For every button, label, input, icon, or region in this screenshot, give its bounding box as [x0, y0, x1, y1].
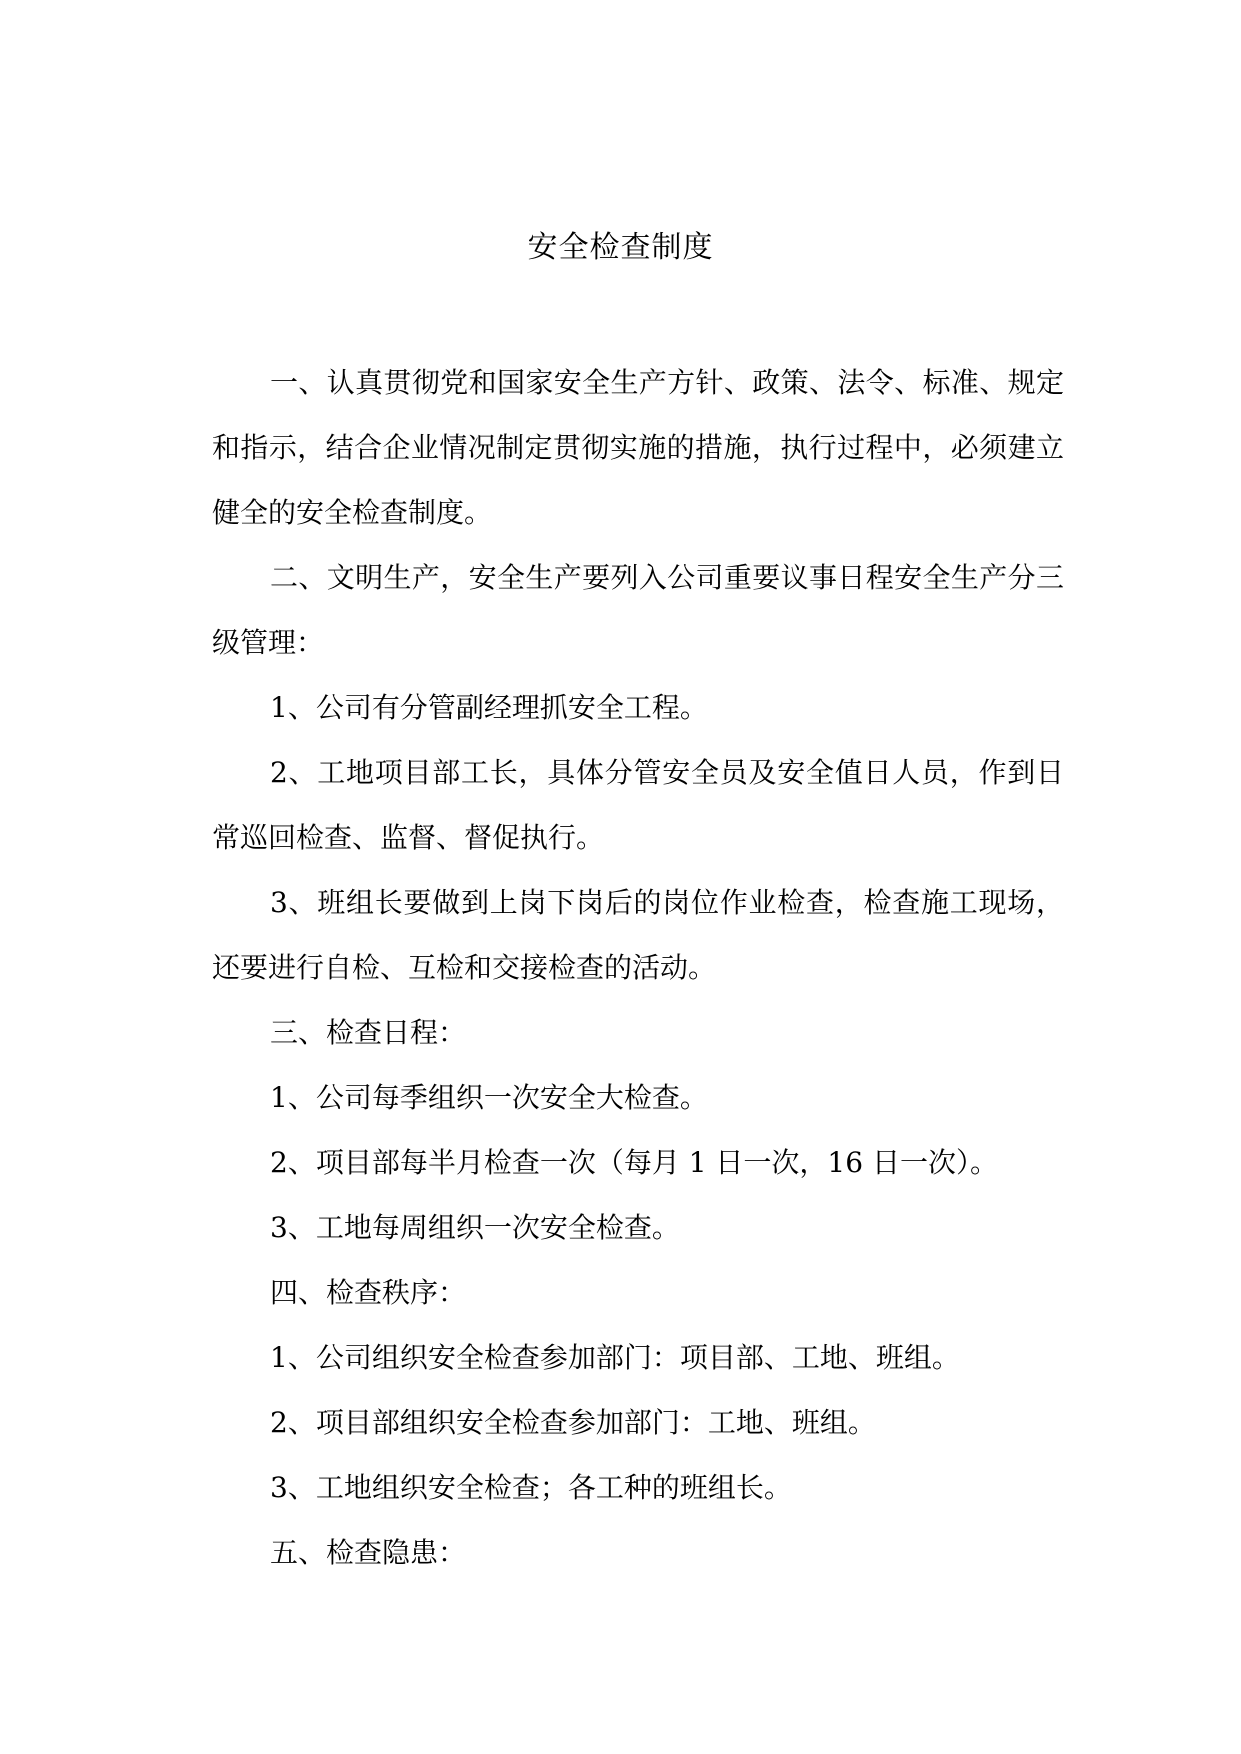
paragraph: 3、班组长要做到上岗下岗后的岗位作业检查，检查施工现场，还要进行自检、互检和交接检查的活动。	[212, 886, 1064, 984]
paragraph: 2、项目部每半月检查一次（每月 1 日一次，16 日一次）。	[270, 1146, 998, 1179]
paragraph: 1、公司有分管副经理抓安全工程。	[270, 691, 708, 724]
paragraph: 2、项目部组织安全检查参加部门：工地、班组。	[270, 1406, 876, 1439]
paragraph: 一、认真贯彻党和国家安全生产方针、政策、法令、标准、规定和指示，结合企业情况制定贯彻实施的措施，执行过程中，必须建立健全的安全检查制度。	[212, 366, 1064, 529]
document-title: 安全检查制度	[527, 230, 714, 265]
paragraph: 3、工地每周组织一次安全检查。	[270, 1211, 680, 1244]
paragraph: 五、检查隐患：	[270, 1536, 467, 1569]
document-body	[212, 350, 1064, 1585]
paragraph: 1、公司组织安全检查参加部门：项目部、工地、班组。	[270, 1341, 960, 1374]
paragraph: 1、公司每季组织一次安全大检查。	[270, 1081, 708, 1114]
paragraph: 2、工地项目部工长，具体分管安全员及安全值日人员，作到日常巡回检查、监督、督促执行。	[212, 756, 1064, 854]
paragraph: 三、检查日程：	[270, 1016, 467, 1049]
paragraph: 3、工地组织安全检查；各工种的班组长。	[270, 1471, 792, 1504]
paragraph: 四、检查秩序：	[270, 1276, 467, 1309]
paragraph: 二、文明生产，安全生产要列入公司重要议事日程安全生产分三级管理：	[212, 561, 1064, 659]
